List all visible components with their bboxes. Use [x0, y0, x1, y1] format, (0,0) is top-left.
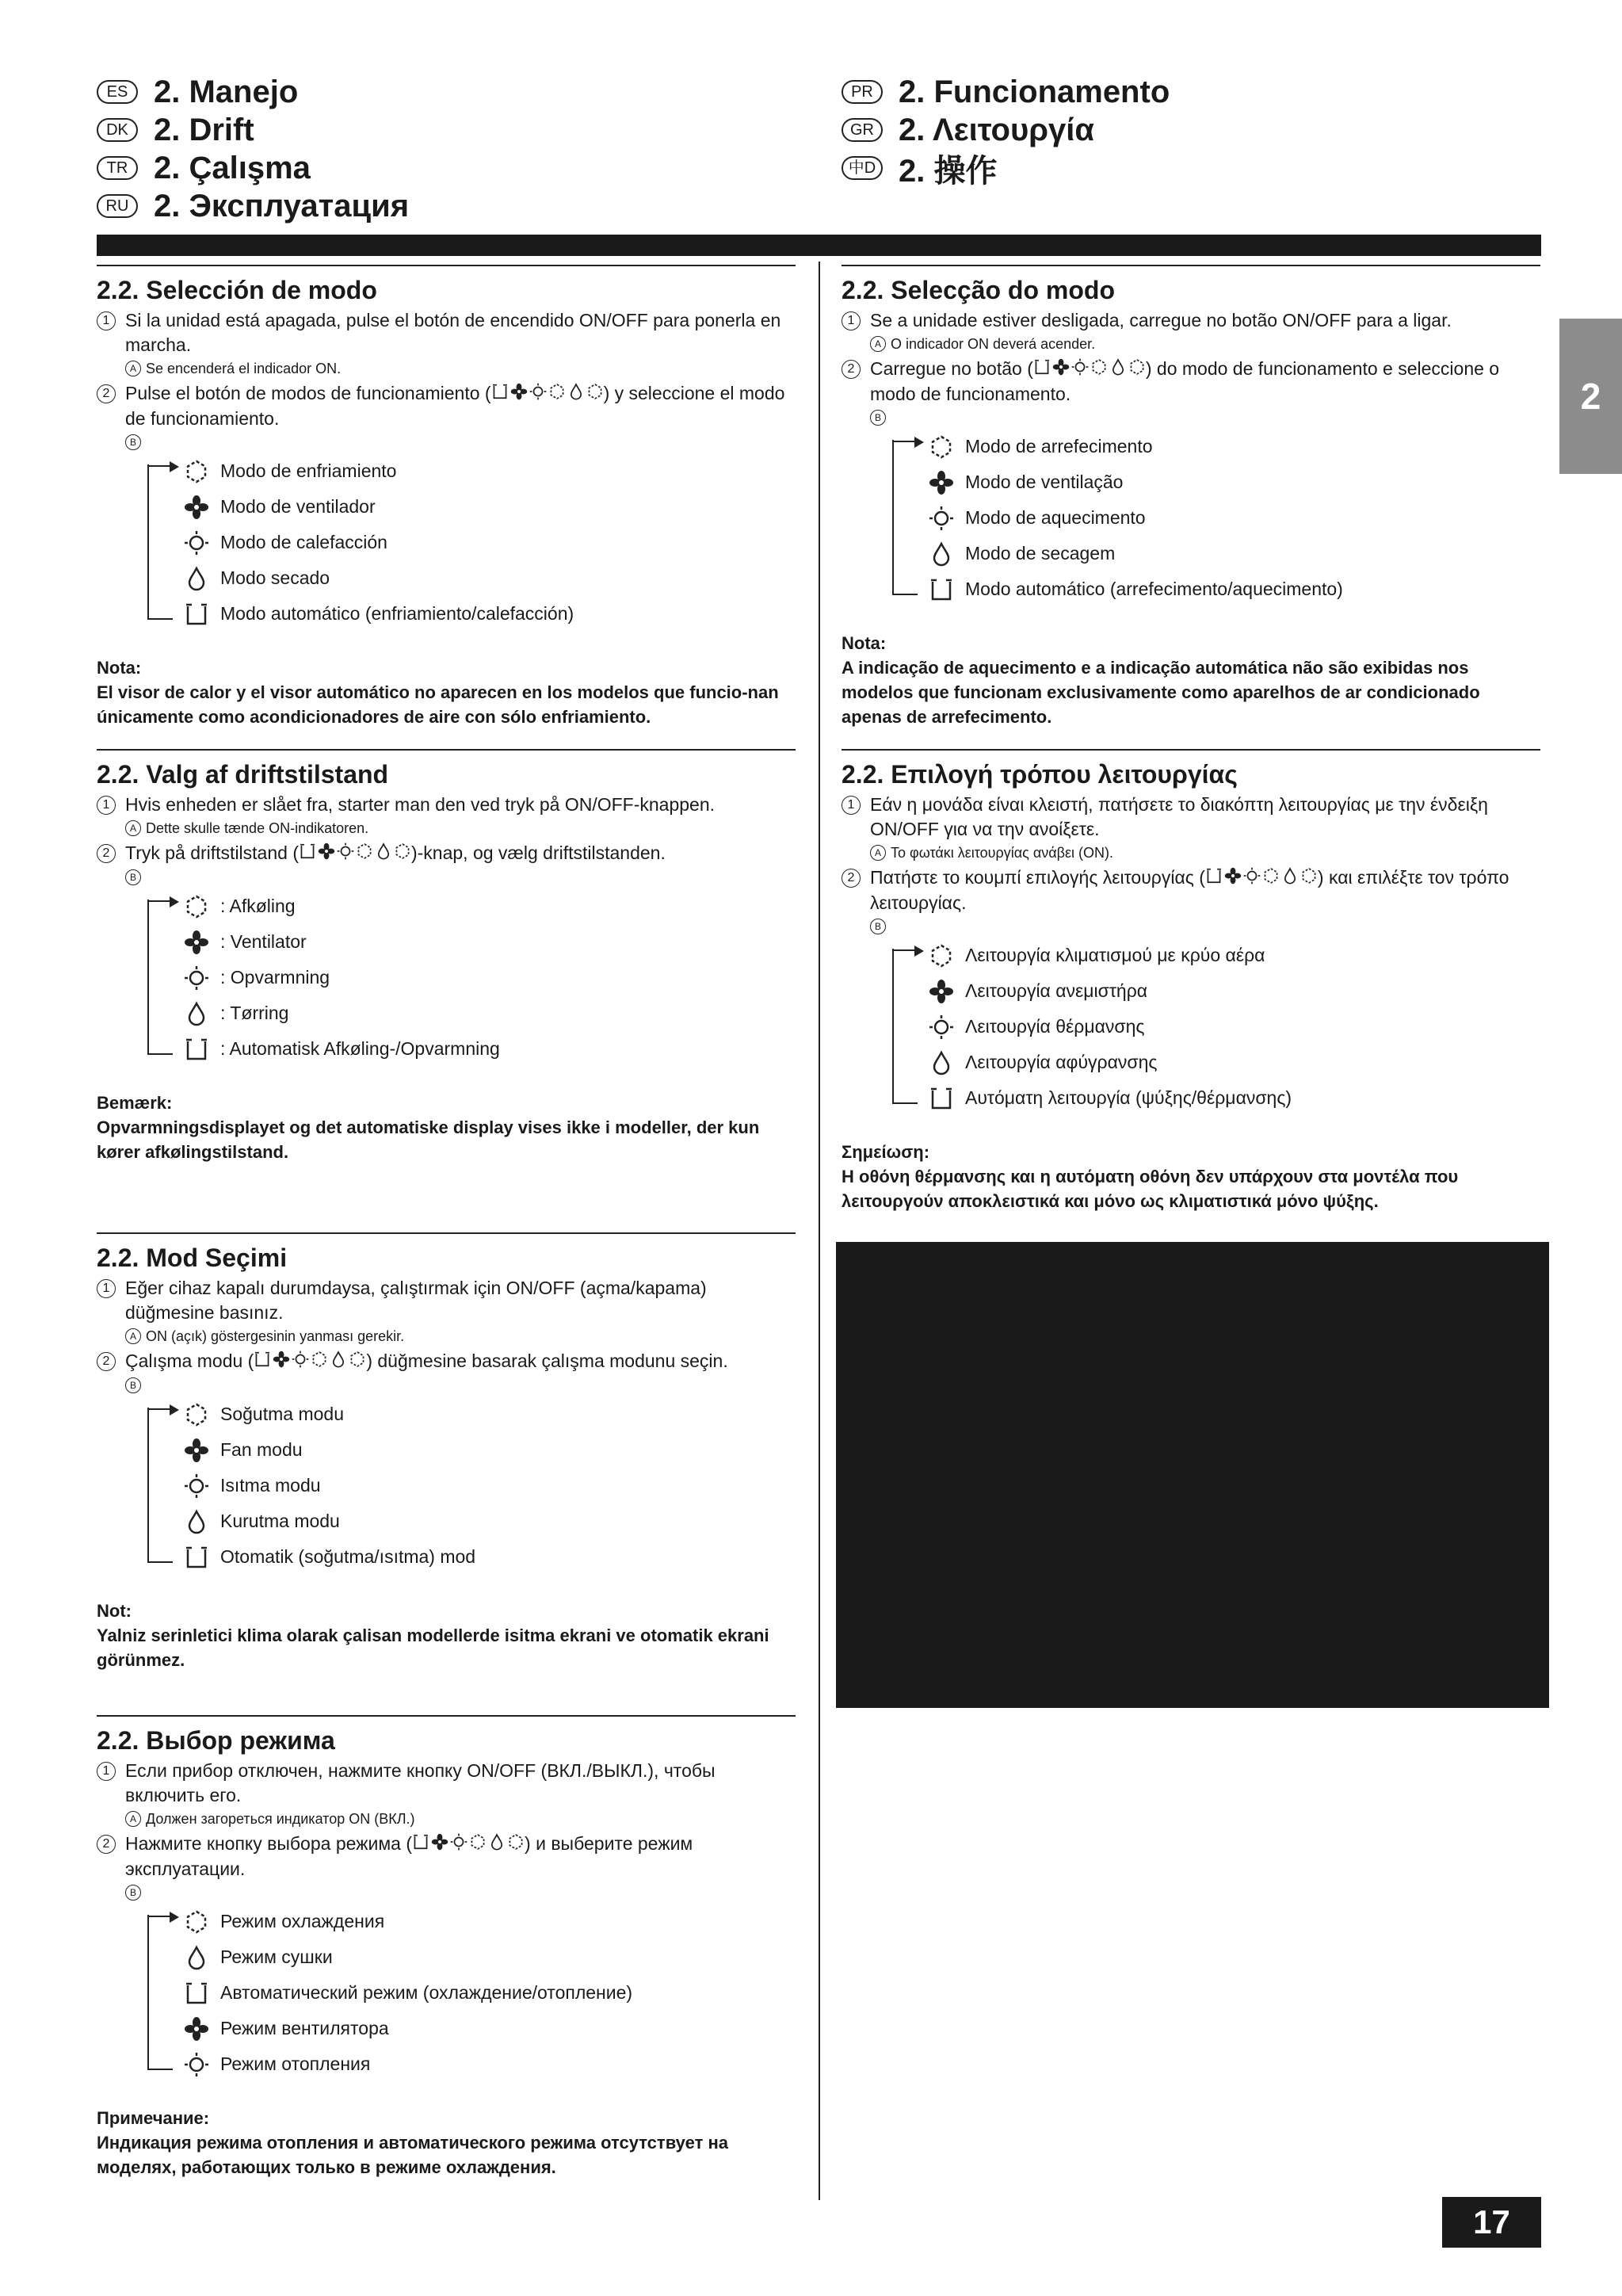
mode-button-icons: [491, 382, 604, 407]
auto-icon: [491, 382, 509, 407]
marker-a: A: [125, 820, 141, 836]
image-placeholder-black: [836, 1242, 1549, 1708]
step-2: [97, 1832, 796, 1881]
mode-label: : Ventilator: [220, 931, 307, 953]
step-text-b: ) do modo de funcionamento e seleccione o modo de funcionamento.: [870, 358, 1500, 405]
fan-icon: [1052, 357, 1070, 382]
fan-icon: [929, 470, 954, 495]
mode-item: [929, 938, 1540, 973]
column-divider: [819, 262, 820, 2200]
mode-item: [184, 525, 796, 560]
header-title: 2. 操作: [899, 153, 998, 189]
step-number: 1: [97, 796, 116, 815]
snowflake-icon: [356, 842, 373, 866]
mode-button-icons: [1033, 357, 1146, 382]
drop-icon: [184, 566, 209, 591]
sub-note-a: [125, 817, 796, 839]
step-1: [842, 308, 1540, 333]
step-1: [842, 793, 1540, 842]
fan-icon: [184, 2016, 209, 2042]
chapter-tab: 2: [1559, 319, 1622, 474]
drop-icon: [1281, 866, 1299, 891]
drop-icon: [929, 541, 954, 567]
step-2: [842, 357, 1540, 407]
note: [97, 1091, 796, 1164]
mode-label: Автоматический режим (охлаждение/отопление): [220, 1982, 633, 2004]
mode-item: [184, 1468, 796, 1503]
mode-label: Modo automático (enfriamiento/calefacción): [220, 603, 574, 625]
mode-label: : Opvarmning: [220, 967, 330, 988]
mode-label: Modo de ventilador: [220, 496, 376, 518]
sub-text: ON (açık) göstergesinin yanması gerekir.: [146, 1328, 405, 1344]
fan-icon: [929, 979, 954, 1004]
marker-a: A: [125, 361, 141, 376]
sub-note-a: [870, 333, 1540, 355]
mode-label: Λειτουργία ανεμιστήρα: [965, 980, 1148, 1002]
auto-icon: [184, 1037, 209, 1062]
step-text-a: Pulse el botón de modos de funcionamiento (: [125, 383, 491, 403]
snowflake-icon: [586, 382, 604, 407]
section-title: 2.2. Выбор режима: [97, 1726, 335, 1755]
auto-icon: [184, 1981, 209, 2006]
sub-note-b: [125, 434, 796, 450]
auto-icon: [1033, 357, 1051, 382]
section-ru: [97, 1715, 796, 2179]
mode-item: [929, 464, 1540, 500]
step-number: 2: [97, 1352, 116, 1371]
step-1: [97, 1276, 796, 1325]
marker-b: B: [125, 1885, 141, 1901]
section-tr: [97, 1232, 796, 1672]
mode-label: Soğutma modu: [220, 1404, 344, 1425]
snowflake-icon: [1090, 357, 1108, 382]
mode-label: Modo de calefacción: [220, 532, 387, 553]
fan-icon: [184, 930, 209, 955]
step-number: 2: [842, 869, 861, 888]
lang-badge: 中D: [842, 156, 883, 180]
header-title: 2. Funcionamento: [899, 74, 1170, 109]
mode-label: Режим вентилятора: [220, 2018, 389, 2039]
mode-item: [184, 888, 796, 924]
step-text-a: Carregue no botão (: [870, 358, 1033, 379]
marker-b: B: [870, 410, 886, 426]
mode-item: [184, 596, 796, 632]
snowflake-icon: [349, 1350, 366, 1374]
note-text: El visor de calor y el visor automático no aparecen en los modelos que funcio-nan únicamente como acondicionadores de aire con sólo enfriamiento.: [97, 682, 779, 728]
mode-label: Fan modu: [220, 1439, 303, 1461]
step-number: 1: [842, 311, 861, 330]
header-title: 2. Çalışma: [154, 150, 311, 185]
drop-icon: [184, 1001, 209, 1026]
step-text: Si la unidad está apagada, pulse el botón de encendido ON/OFF para ponerla en marcha.: [125, 310, 781, 355]
mode-button-icons: [1205, 866, 1318, 891]
mode-item: [184, 924, 796, 960]
note-text: Индикация режима отопления и автоматического режима отсутствует на моделях, работающих только в режиме охлаждения.: [97, 2133, 728, 2178]
snowflake-icon: [507, 1832, 525, 1857]
step-text-b: ) и выберите режим эксплуатации.: [125, 1833, 693, 1880]
fan-icon: [184, 495, 209, 520]
drop-icon: [375, 842, 392, 866]
snowflake-icon: [929, 434, 954, 460]
sub-text: Se encenderá el indicador ON.: [146, 361, 342, 376]
mode-item: [184, 2046, 796, 2082]
mode-label: Λειτουργία θέρμανσης: [965, 1016, 1145, 1037]
sun-icon: [184, 965, 209, 991]
note-text: Opvarmningsdisplayet og det automatiske display vises ikke i modeller, der kun kører afkølingstilstand.: [97, 1117, 760, 1163]
mode-label: Otomatik (soğutma/ısıtma) mod: [220, 1546, 476, 1568]
sub-note-b: [125, 1377, 796, 1393]
mode-item: [184, 1503, 796, 1539]
section-gr: [842, 749, 1540, 1213]
fan-icon: [510, 382, 528, 407]
lang-badge: RU: [97, 194, 138, 218]
mode-label: Αυτόματη λειτουργία (ψύξης/θέρμανσης): [965, 1087, 1292, 1109]
mode-item: [184, 1396, 796, 1432]
step-1: [97, 1759, 796, 1808]
sub-note-a: [125, 1325, 796, 1347]
section-title: 2.2. Valg af driftstilstand: [97, 760, 389, 789]
snowflake-icon: [548, 382, 566, 407]
top-divider-bar: [97, 235, 1541, 256]
snowflake-icon: [1262, 866, 1280, 891]
note: [97, 1599, 796, 1672]
note-text: A indicação de aquecimento e a indicação automática não são exibidas nos modelos que funcionam exclusivamente como aparelhos de ar condicionado apenas de arrefecimento.: [842, 658, 1480, 728]
mode-item: [184, 1975, 796, 2011]
step-number: 1: [97, 1762, 116, 1781]
step-number: 1: [97, 311, 116, 330]
mode-item: [184, 1939, 796, 1975]
marker-a: A: [870, 336, 886, 352]
note-label: Bemærk:: [97, 1093, 173, 1114]
snowflake-icon: [311, 1350, 328, 1374]
marker-b: B: [125, 434, 141, 450]
header-right: [842, 73, 1285, 187]
marker-b: B: [125, 1377, 141, 1393]
sub-note-a: [870, 842, 1540, 864]
step-text-b: ) düğmesine basarak çalışma modunu seçin.: [366, 1350, 728, 1371]
mode-button-icons: [254, 1350, 366, 1374]
note-label: Примечание:: [97, 2108, 210, 2129]
mode-label: Kurutma modu: [220, 1511, 340, 1532]
snowflake-icon: [184, 894, 209, 919]
step-2: [97, 381, 796, 431]
step-text-b: )-knap, og vælg driftstilstanden.: [410, 842, 666, 863]
mode-label: Modo de arrefecimento: [965, 436, 1153, 457]
lang-badge: DK: [97, 118, 138, 142]
fan-icon: [318, 842, 335, 866]
mode-label: : Afkøling: [220, 896, 296, 917]
mode-list: [147, 453, 796, 632]
auto-icon: [929, 577, 954, 602]
section-title: 2.2. Επιλογή τρόπου λειτουργίας: [842, 760, 1238, 789]
step-text-a: Нажмите кнопку выбора режима (: [125, 1833, 413, 1854]
step-text-a: Çalışma modu (: [125, 1350, 254, 1371]
fan-icon: [431, 1832, 448, 1857]
mode-item: [184, 2011, 796, 2046]
header-title: 2. Эксплуатация: [154, 188, 410, 223]
mode-item: [929, 1045, 1540, 1080]
drop-icon: [184, 1509, 209, 1534]
step-number: 1: [97, 1279, 116, 1298]
sun-icon: [929, 506, 954, 531]
auto-icon: [299, 842, 316, 866]
sub-note-a: [125, 357, 796, 380]
mode-label: Modo de enfriamiento: [220, 460, 397, 482]
sun-icon: [184, 530, 209, 556]
step-text: Εάν η μονάδα είναι κλειστή, πατήσετε το διακόπτη λειτουργίας με την ένδειξη ON/OFF για να την ανοίξετε.: [870, 794, 1488, 839]
note: [842, 1140, 1540, 1213]
mode-item: [184, 1904, 796, 1939]
step-number: 2: [97, 1835, 116, 1854]
mode-label: : Tørring: [220, 1003, 289, 1024]
step-text: Hvis enheden er slået fra, starter man den ved tryk på ON/OFF-knappen.: [125, 794, 716, 815]
lang-badge: ES: [97, 80, 138, 104]
sun-icon: [529, 382, 547, 407]
mode-item: [184, 453, 796, 489]
mode-label: Λειτουργία αφύγρανσης: [965, 1052, 1158, 1073]
drop-icon: [184, 1945, 209, 1970]
snowflake-icon: [394, 842, 411, 866]
mode-item: [184, 560, 796, 596]
sun-icon: [929, 1014, 954, 1040]
lang-badge: PR: [842, 80, 883, 104]
mode-label: Λειτουργία κλιματισμού με κρύο αέρα: [965, 945, 1265, 966]
step-text-a: Tryk på driftstilstand (: [125, 842, 299, 863]
header-dk: [97, 111, 540, 149]
mode-list: [147, 888, 796, 1067]
sun-icon: [1071, 357, 1089, 382]
auto-icon: [929, 1086, 954, 1111]
note-label: Nota:: [97, 658, 142, 678]
header-tr: [97, 149, 540, 187]
auto-icon: [184, 602, 209, 627]
lang-badge: GR: [842, 118, 883, 142]
mode-list: [892, 938, 1540, 1116]
mode-label: Isıtma modu: [220, 1475, 321, 1496]
mode-item: [929, 973, 1540, 1009]
note: [97, 2106, 796, 2179]
header-title: 2. Drift: [154, 112, 254, 147]
note: [842, 631, 1540, 729]
mode-label: Modo de secagem: [965, 543, 1116, 564]
section-pr: [842, 265, 1540, 729]
mode-item: [184, 1432, 796, 1468]
drop-icon: [488, 1832, 506, 1857]
mode-label: Режим охлаждения: [220, 1911, 385, 1932]
header-es: [97, 73, 540, 111]
sub-note-b: [125, 1885, 796, 1901]
sun-icon: [184, 1473, 209, 1499]
snowflake-icon: [929, 943, 954, 968]
step-1: [97, 308, 796, 357]
note: [97, 655, 796, 729]
sun-icon: [292, 1350, 309, 1374]
section-title: 2.2. Selección de modo: [97, 276, 377, 304]
step-2: [97, 1349, 796, 1374]
header-pr: [842, 73, 1285, 111]
section-dk: [97, 749, 796, 1164]
mode-item: [929, 1080, 1540, 1116]
page-number: 17: [1442, 2197, 1541, 2248]
drop-icon: [929, 1050, 954, 1075]
note-label: Σημείωση:: [842, 1142, 930, 1163]
drop-icon: [330, 1350, 347, 1374]
mode-button-icons: [412, 1832, 525, 1857]
marker-b: B: [125, 869, 141, 885]
note-text: Yalniz serinletici klima olarak çalisan modellerde isitma ekrani ve otomatik ekrani görünmez.: [97, 1626, 769, 1671]
marker-a: A: [870, 845, 886, 861]
mode-list: [147, 1904, 796, 2082]
fan-icon: [184, 1438, 209, 1463]
step-text-b: ) και επιλέξτε τον τρόπο λειτουργίας.: [870, 867, 1509, 914]
mode-item: [184, 960, 796, 995]
header-left: [97, 73, 540, 225]
step-1: [97, 793, 796, 817]
sun-icon: [337, 842, 354, 866]
marker-b: B: [870, 919, 886, 934]
mode-list: [892, 429, 1540, 607]
mode-label: Modo automático (arrefecimento/aquecimento): [965, 579, 1343, 600]
note-label: Nota:: [842, 633, 887, 654]
mode-item: [929, 536, 1540, 571]
step-2: [842, 865, 1540, 915]
sub-text: Dette skulle tænde ON-indikatoren.: [146, 820, 369, 836]
auto-icon: [412, 1832, 429, 1857]
note-label: Not:: [97, 1601, 132, 1622]
header-gr: [842, 111, 1285, 149]
sub-note-b: [870, 410, 1540, 426]
snowflake-icon: [1300, 866, 1318, 891]
mode-item: [929, 429, 1540, 464]
mode-label: Режим отопления: [220, 2053, 371, 2075]
sub-note-a: [125, 1808, 796, 1830]
step-text-a: Πατήστε το κουμπί επιλογής λειτουργίας (: [870, 867, 1205, 888]
snowflake-icon: [184, 1909, 209, 1935]
header-title: 2. Λειτουργία: [899, 112, 1094, 147]
mode-item: [184, 1539, 796, 1575]
mode-item: [184, 1031, 796, 1067]
lang-badge: TR: [97, 156, 138, 180]
auto-icon: [184, 1545, 209, 1570]
mode-item: [184, 489, 796, 525]
sub-text: O indicador ON deverá acender.: [891, 336, 1096, 352]
fan-icon: [273, 1350, 290, 1374]
auto-icon: [254, 1350, 271, 1374]
mode-label: Modo de ventilação: [965, 472, 1124, 493]
note-text: Η οθόνη θέρμανσης και η αυτόματη οθόνη δεν υπάρχουν στα μοντέλα που λειτουργούν αποκλειστικά και μόνο ως κλιματιστικά μόνο ψύξης.: [842, 1167, 1459, 1212]
marker-a: A: [125, 1811, 141, 1827]
step-text: Se a unidade estiver desligada, carregue no botão ON/OFF para a ligar.: [870, 310, 1452, 330]
marker-a: A: [125, 1328, 141, 1344]
step-number: 2: [97, 384, 116, 403]
mode-button-icons: [299, 842, 411, 866]
mode-list: [147, 1396, 796, 1575]
section-title: 2.2. Mod Seçimi: [97, 1244, 288, 1272]
mode-item: [929, 500, 1540, 536]
sub-text: Το φωτάκι λειτουργίας ανάβει (ON).: [891, 845, 1113, 861]
sun-icon: [184, 2052, 209, 2077]
snowflake-icon: [1128, 357, 1146, 382]
snowflake-icon: [184, 459, 209, 484]
step-number: 1: [842, 796, 861, 815]
step-text-b: ) y seleccione el modo de funcionamiento.: [125, 383, 785, 430]
sub-note-b: [125, 869, 796, 885]
snowflake-icon: [469, 1832, 487, 1857]
mode-item: [929, 1009, 1540, 1045]
drop-icon: [567, 382, 585, 407]
mode-label: Режим сушки: [220, 1946, 333, 1968]
section-title: 2.2. Selecção do modo: [842, 276, 1115, 304]
drop-icon: [1109, 357, 1127, 382]
fan-icon: [1224, 866, 1242, 891]
header-title: 2. Manejo: [154, 74, 299, 109]
snowflake-icon: [184, 1402, 209, 1427]
step-number: 2: [842, 360, 861, 379]
header-cn: [842, 149, 1285, 187]
mode-label: Modo de aquecimento: [965, 507, 1146, 529]
sub-text: Должен загореться индикатор ON (ВКЛ.): [146, 1811, 415, 1827]
mode-label: Modo secado: [220, 567, 330, 589]
sun-icon: [1243, 866, 1261, 891]
auto-icon: [1205, 866, 1223, 891]
step-2: [97, 841, 796, 866]
header-ru: [97, 187, 540, 225]
sun-icon: [450, 1832, 468, 1857]
section-es: [97, 265, 796, 729]
sub-note-b: [870, 919, 1540, 934]
step-text: Если прибор отключен, нажмите кнопку ON/OFF (ВКЛ./ВЫКЛ.), чтобы включить его.: [125, 1760, 716, 1805]
mode-item: [184, 995, 796, 1031]
step-number: 2: [97, 844, 116, 863]
mode-label: : Automatisk Afkøling-/Opvarmning: [220, 1038, 500, 1060]
step-text: Eğer cihaz kapalı durumdaysa, çalıştırmak için ON/OFF (açma/kapama) düğmesine basınız.: [125, 1278, 707, 1323]
mode-item: [929, 571, 1540, 607]
